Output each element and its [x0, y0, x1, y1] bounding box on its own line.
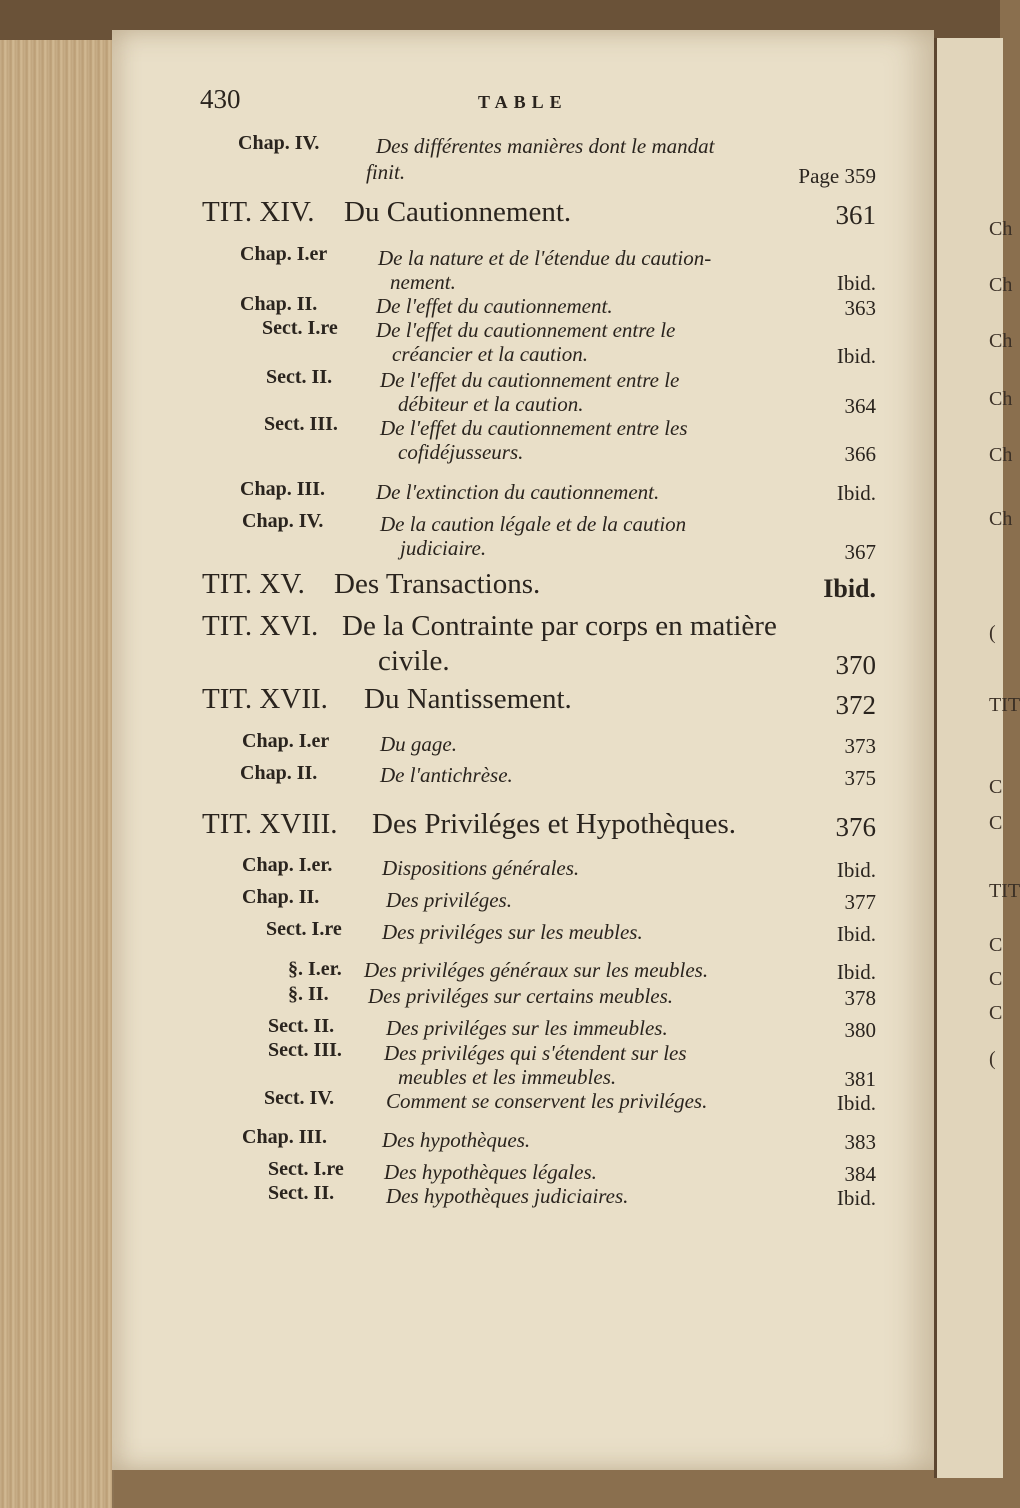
facing-fragment: TIT: [989, 880, 1020, 902]
entry-title-line: Des priviléges sur les immeubles.: [386, 1016, 668, 1040]
entry-label: Sect. II.: [268, 1182, 335, 1204]
entry-label: Sect. I.re: [268, 1158, 344, 1180]
title-label: TIT. XIV.: [202, 196, 315, 228]
entry-page: Ibid.: [836, 858, 876, 882]
entry-title-line: Des priviléges.: [386, 888, 512, 912]
entry-label: Chap. II.: [242, 886, 320, 908]
entry-page: 364: [844, 394, 876, 418]
title-heading-continued: civile.: [378, 645, 450, 677]
entry-title-line: De l'extinction du cautionnement.: [376, 480, 660, 504]
entry-title-line: De l'effet du cautionnement entre les: [380, 416, 688, 440]
entry-page: Ibid.: [836, 922, 876, 946]
entry-title-line: créancier et la caution.: [392, 342, 588, 366]
entry-label: Sect. IV.: [264, 1087, 335, 1109]
entry-label: Chap. III.: [242, 1126, 328, 1148]
entry-label: Sect. III.: [264, 413, 338, 435]
entry-page: 366: [844, 442, 876, 466]
entry-label: Chap. III.: [240, 478, 326, 500]
entry-page: Ibid.: [836, 960, 876, 984]
facing-page: [934, 38, 1020, 1478]
entry-page: 377: [844, 890, 876, 914]
entry-title-line: De l'antichrèse.: [380, 763, 513, 787]
entry-title-line: Du gage.: [380, 732, 457, 756]
entry-title-line: cofidéjusseurs.: [398, 440, 524, 464]
entry-page: Page 359: [798, 164, 876, 188]
entry-label: Chap. I.er: [242, 730, 330, 752]
entry-title-line: De la nature et de l'étendue du caution-: [378, 246, 712, 270]
entry-label: §. II.: [288, 983, 329, 1005]
title-label: TIT. XVI.: [202, 610, 319, 642]
entry-page: Ibid.: [836, 344, 876, 368]
facing-fragment: TIT: [989, 694, 1020, 716]
entry-title-line: meubles et les immeubles.: [398, 1065, 617, 1089]
facing-fragment: Ch: [989, 508, 1013, 530]
facing-fragment: Ch: [989, 330, 1013, 352]
facing-fragment: (: [989, 622, 996, 644]
entry-label: Chap. IV.: [242, 510, 324, 532]
facing-fragment: C: [989, 934, 1003, 956]
entry-label: Sect. III.: [268, 1039, 342, 1061]
entry-page: 380: [844, 1018, 876, 1042]
entry-page: 376: [835, 812, 876, 842]
entry-title-line: débiteur et la caution.: [398, 392, 584, 416]
entry-title-line: De l'effet du cautionnement entre le: [380, 368, 680, 392]
entry-page: 375: [844, 766, 876, 790]
book-page-edges: [0, 40, 114, 1508]
entry-label: §. I.er.: [288, 958, 342, 980]
entry-label: Chap. II.: [240, 762, 318, 784]
entry-page: 361: [835, 200, 876, 230]
entry-label: Sect. II.: [266, 366, 333, 388]
entry-page: 367: [844, 540, 876, 564]
entry-page: Ibid.: [836, 481, 876, 505]
entry-label: Chap. I.er.: [242, 854, 333, 876]
entry-title-line: Des hypothèques judiciaires.: [386, 1184, 629, 1208]
title-label: TIT. XVII.: [202, 683, 328, 715]
entry-page: 372: [835, 690, 876, 720]
title-heading: Du Cautionnement.: [344, 196, 572, 228]
facing-fragment: (: [989, 1048, 996, 1070]
title-label: TIT. XV.: [202, 568, 305, 600]
facing-fragment: C: [989, 968, 1003, 990]
facing-fragment: C: [989, 1002, 1003, 1024]
facing-fragment: Ch: [989, 444, 1013, 466]
entry-page: 384: [844, 1162, 876, 1186]
title-heading: Des Priviléges et Hypothèques.: [372, 808, 737, 840]
entry-page: 363: [844, 296, 876, 320]
entry-label: Sect. I.re: [266, 918, 342, 940]
entry-title-line: Des hypothèques légales.: [384, 1160, 597, 1184]
entry-page: Ibid.: [823, 574, 876, 603]
entry-label: Chap. II.: [240, 293, 318, 315]
entry-title-line: Des priviléges qui s'étendent sur les: [384, 1041, 687, 1065]
facing-fragment: C: [989, 776, 1003, 798]
entry-title-line: nement.: [390, 270, 456, 294]
entry-title-line: Des priviléges généraux sur les meubles.: [364, 958, 709, 982]
entry-title-line: finit.: [366, 160, 406, 184]
entry-page: Ibid.: [836, 1091, 876, 1115]
facing-fragment: Ch: [989, 218, 1013, 240]
entry-title-line: Comment se conservent les priviléges.: [386, 1089, 708, 1113]
entry-title-line: De la caution légale et de la caution: [380, 512, 687, 536]
entry-page: 381: [844, 1067, 876, 1091]
facing-fragment: Ch: [989, 388, 1013, 410]
title-heading: De la Contrainte par corps en matière: [342, 610, 777, 642]
entry-label: Sect. I.re: [262, 317, 338, 339]
facing-fragment: Ch: [989, 274, 1013, 296]
page-header-title: TABLE: [478, 92, 568, 112]
entry-title-line: Des différentes manières dont le mandat: [376, 134, 715, 158]
page-number: 430: [200, 84, 241, 114]
entry-title-line: Des priviléges sur les meubles.: [382, 920, 643, 944]
entry-title-line: De l'effet du cautionnement.: [376, 294, 613, 318]
entry-page: 378: [844, 986, 876, 1010]
entry-page: Ibid.: [836, 1186, 876, 1210]
title-heading: Des Transactions.: [334, 568, 541, 600]
entry-title-line: Des priviléges sur certains meubles.: [368, 984, 674, 1008]
entry-page: Ibid.: [836, 271, 876, 295]
entry-title-line: De l'effet du cautionnement entre le: [376, 318, 676, 342]
entry-page: 370: [835, 650, 876, 680]
entry-title-line: judiciaire.: [400, 536, 487, 560]
facing-fragment: C: [989, 812, 1003, 834]
entry-title-line: Dispositions générales.: [382, 856, 580, 880]
title-label: TIT. XVIII.: [202, 808, 338, 840]
entry-page: 383: [844, 1130, 876, 1154]
entry-title-line: Des hypothèques.: [382, 1128, 531, 1152]
entry-label: Chap. IV.: [238, 132, 320, 154]
entry-page: 373: [844, 734, 876, 758]
entry-label: Sect. II.: [268, 1015, 335, 1037]
title-heading: Du Nantissement.: [364, 683, 572, 715]
entry-label: Chap. I.er: [240, 243, 328, 265]
